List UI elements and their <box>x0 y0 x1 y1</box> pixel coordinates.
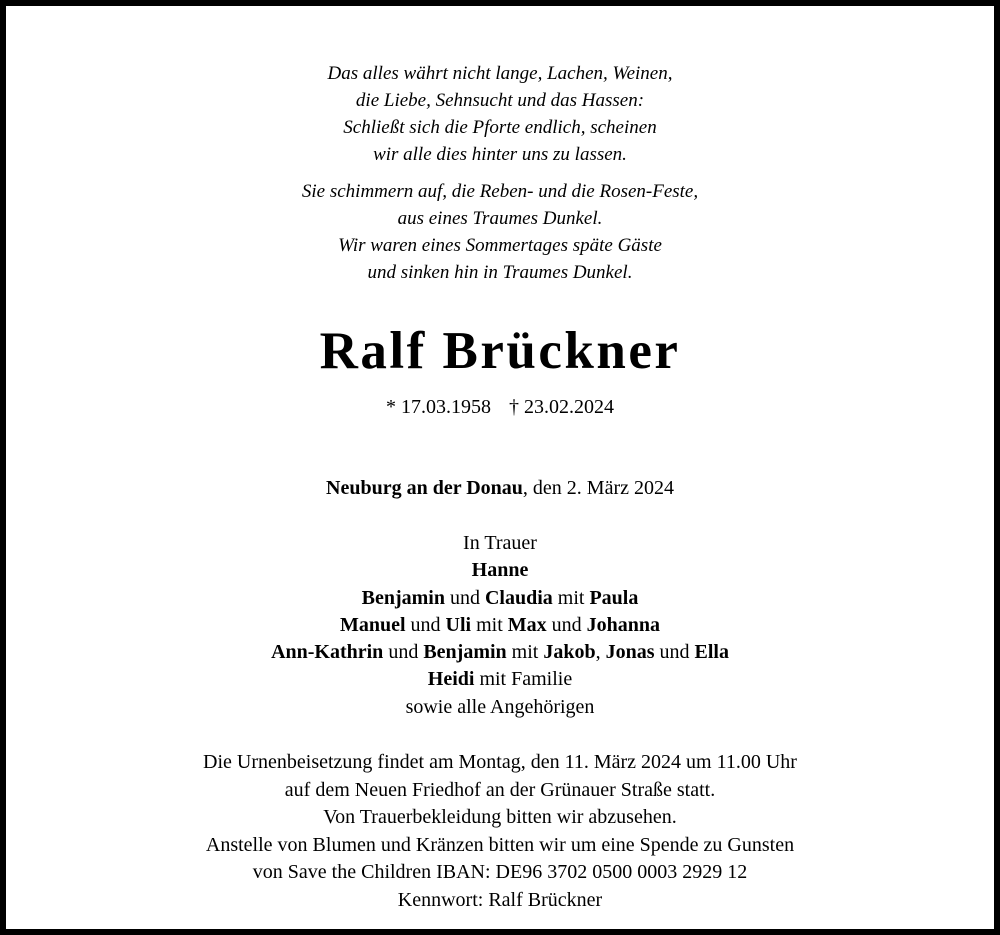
mourner-name: Benjamin <box>423 641 507 664</box>
poem-line: Schließt sich die Pforte endlich, scheinen <box>343 117 657 138</box>
poem-line: und sinken hin in Traumes Dunkel. <box>367 262 633 283</box>
poem-line: aus eines Traumes Dunkel. <box>397 208 603 229</box>
connector: und <box>654 641 695 664</box>
connector: und <box>383 641 424 664</box>
notice-line: Kennwort: Ralf Brückner <box>397 888 603 911</box>
mourner-name: Benjamin <box>361 586 445 609</box>
mourner-name: Heidi <box>427 668 475 691</box>
deceased-name: Ralf Brückner <box>319 322 681 380</box>
mourner-name: Ann-Kathrin <box>271 641 384 664</box>
birth-date: * 17.03.1958 <box>386 396 491 418</box>
mourners-closing: sowie alle Angehörigen <box>405 695 595 718</box>
notice-line: auf dem Neuen Friedhof an der Grünauer Straße statt. <box>284 778 716 801</box>
notice-line: von Save the Children IBAN: DE96 3702 0500 0003 2929 12 <box>252 861 748 883</box>
mourner-line <box>6 585 994 612</box>
death-date: † 23.02.2024 <box>509 396 614 418</box>
funeral-notice <box>6 749 994 914</box>
mourner-name: Claudia <box>484 586 553 609</box>
connector: und <box>546 613 587 636</box>
notice-line: Die Urnenbeisetzung findet am Montag, den 11. März 2024 um 11.00 Uhr <box>203 751 797 773</box>
poem-line: die Liebe, Sehnsucht und das Hassen: <box>355 90 645 111</box>
mourners-block <box>6 530 994 721</box>
poem-stanza-2 <box>6 178 994 286</box>
mourners-intro: In Trauer <box>463 532 537 554</box>
mourner-name: Manuel <box>339 613 406 636</box>
place-date-line <box>6 474 994 502</box>
mourner-name: Paula <box>589 586 639 609</box>
connector: mit <box>552 586 590 609</box>
connector: mit Familie <box>474 668 573 691</box>
mourner-name: Uli <box>445 613 472 636</box>
poem-stanza-1 <box>6 60 994 168</box>
mourner-line <box>6 666 994 693</box>
poem-line: Wir waren eines Sommertages späte Gäste <box>338 235 662 256</box>
notice-line: Anstelle von Blumen und Kränzen bitten wir um eine Spende zu Gunsten <box>205 833 795 856</box>
connector: und <box>405 613 446 636</box>
mourner-name: Johanna <box>586 613 661 636</box>
place-name: Neuburg an der Donau <box>326 477 523 499</box>
mourner-name: Jonas <box>605 641 655 664</box>
connector: und <box>444 586 485 609</box>
connector: mit <box>471 613 508 636</box>
date-text: , den 2. März 2024 <box>522 477 674 499</box>
mourner-name: Jakob <box>543 641 596 664</box>
mourner-name: Ella <box>694 641 729 664</box>
poem-line: Das alles währt nicht lange, Lachen, Weinen, <box>327 63 673 84</box>
connector: mit <box>506 641 544 664</box>
poem-line: wir alle dies hinter uns zu lassen. <box>373 144 627 165</box>
mourner-name: Hanne <box>471 559 529 582</box>
life-dates <box>6 393 994 421</box>
mourner-line <box>6 639 994 666</box>
notice-line: Von Trauerbekleidung bitten wir abzusehen. <box>323 806 677 828</box>
mourner-line <box>6 557 994 584</box>
connector: , <box>595 641 606 664</box>
mourner-name: Max <box>507 613 547 636</box>
poem-line: Sie schimmern auf, die Reben- und die Rosen-Feste, <box>301 181 699 202</box>
mourner-line <box>6 612 994 639</box>
